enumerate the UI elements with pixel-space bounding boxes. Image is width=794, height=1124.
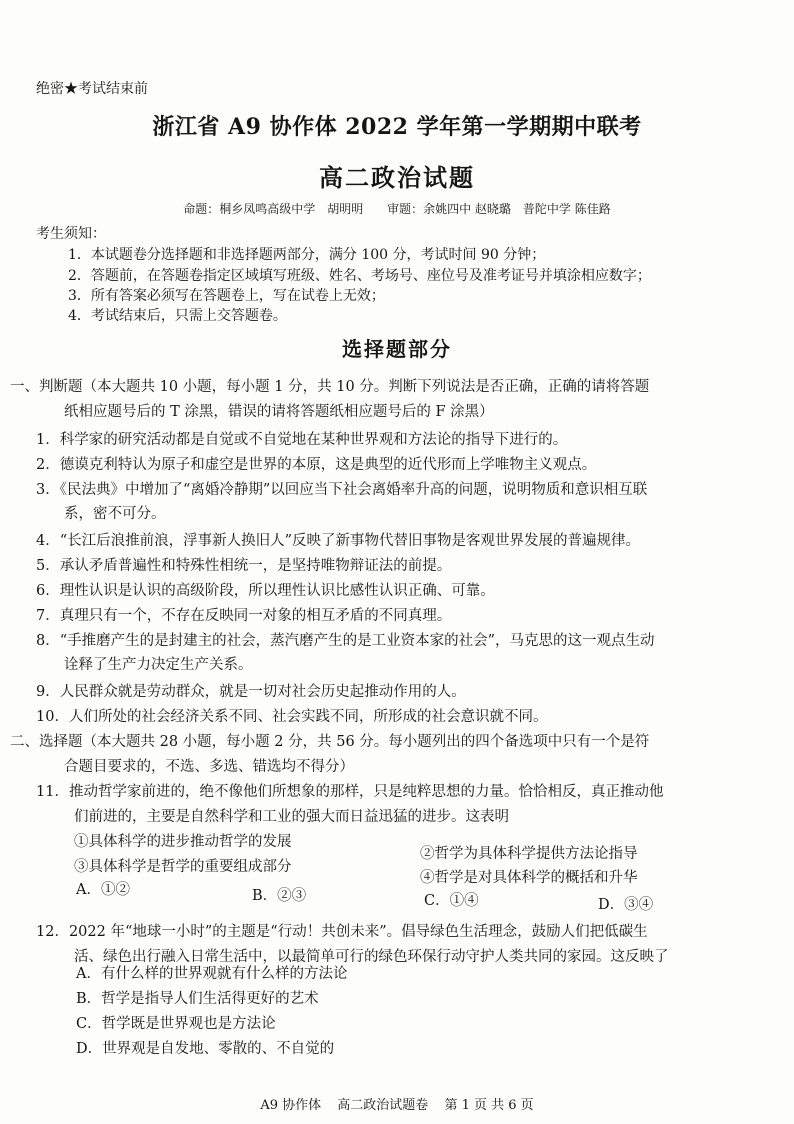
- question-12: 12．2022 年“地球一小时”的主题是“行动！共创未来”。倡导绿色生活理念，鼓励人们把低碳生: [36, 924, 648, 940]
- option-d: D．世界观是自发地、零散的、不自觉的: [76, 1041, 335, 1057]
- question-4: 4．“长江后浪推前浪，浮事新人换旧人”反映了新事物代替旧事物是客观世界发展的普遍规律。: [36, 533, 641, 549]
- option-c: C．①④: [424, 893, 479, 909]
- confidential-label: 绝密★考试结束前: [36, 81, 148, 97]
- notice-item: 4．考试结束后，只需上交答题卷。: [68, 308, 287, 324]
- part1-heading-cont: 纸相应题号后的 T 涂黑，错误的请将答题纸相应题号后的 F 涂黑）: [64, 404, 494, 420]
- section-title: 选择题部分: [342, 337, 452, 361]
- part2-heading: 二、选择题（本大题共 28 小题，每小题 2 分，共 56 分。每小题列出的四个备选项中只有一个是符: [10, 734, 650, 750]
- proposer: 命题：桐乡凤鸣高级中学 胡明明: [183, 202, 364, 216]
- question-5: 5．承认矛盾普遍性和特殊性相统一，是坚持唯物辩证法的前提。: [36, 558, 452, 574]
- option-b: B．哲学是指导人们生活得更好的艺术: [76, 991, 319, 1007]
- question-3-cont: 系，密不可分。: [64, 506, 166, 522]
- part1-heading: 一、判断题（本大题共 10 小题，每小题 1 分，共 10 分。判断下列说法是否正确，正确的请将答题: [10, 379, 650, 395]
- notice-item: 1．本试题卷分选择题和非选择题两部分，满分 100 分，考试时间 90 分钟；: [68, 247, 546, 263]
- question-12-cont: 活、绿色出行融入日常生活中，以最简单可行的绿色环保行动守护人类共同的家园。这反映了: [74, 949, 669, 965]
- option-d: D．③④: [598, 897, 654, 913]
- option-b: B．②③: [252, 888, 307, 904]
- question-3: 3．《民法典》中增加了“离婚冷静期”以回应当下社会离婚率升高的问题，说明物质和意识相互联: [36, 482, 648, 498]
- question-2: 2．德谟克利特认为原子和虚空是世界的本原，这是典型的近代形而上学唯物主义观点。: [36, 457, 597, 473]
- statement-1: ①具体科学的进步推动哲学的发展: [74, 834, 292, 850]
- subject-title: 高二政治试题: [319, 163, 475, 192]
- footer-doc: 高二政治试题卷: [337, 1098, 429, 1113]
- question-9: 9．人民群众就是劳动群众，就是一切对社会历史起推动作用的人。: [36, 684, 466, 700]
- page-number: 第 1 页 共 6 页: [444, 1098, 534, 1113]
- page-footer: [0, 1094, 794, 1113]
- option-c: C．哲学既是世界观也是方法论: [76, 1016, 276, 1032]
- question-11: 11．推动哲学家前进的，绝不像他们所想象的那样，只是纯粹思想的力量。恰恰相反，真正推动他: [36, 784, 664, 800]
- statement-2: ②哲学为具体科学提供方法论指导: [420, 846, 638, 862]
- question-1: 1．科学家的研究活动都是自觉或不自觉地在某种世界观和方法论的指导下进行的。: [36, 432, 568, 448]
- exam-title: 浙江省 A9 协作体 2022 学年第一学期期中联考: [152, 114, 642, 140]
- option-a: A．①②: [76, 882, 130, 898]
- question-11-cont: 们前进的，主要是自然科学和工业的强大而日益迅猛的进步。这表明: [74, 809, 509, 825]
- notice-heading: 考生须知：: [36, 226, 106, 242]
- question-7: 7．真理只有一个，不存在反映同一对象的相互矛盾的不同真理。: [36, 608, 452, 624]
- reviewers: 审题：余姚四中 赵晓璐 普陀中学 陈佳路: [387, 202, 611, 216]
- footer-org: A9 协作体: [260, 1098, 322, 1113]
- part2-heading-cont: 合题目要求的，不选、多选、错选均不得分）: [64, 759, 354, 775]
- question-10: 10．人们所处的社会经济关系不同、社会实践不同，所形成的社会意识就不同。: [36, 709, 548, 725]
- question-8: 8．“手推磨产生的是封建主的社会，蒸汽磨产生的是工业资本家的社会”，马克思的这一观点生动: [36, 633, 655, 649]
- question-6: 6．理性认识是认识的高级阶段，所以理性认识比感性认识正确、可靠。: [36, 583, 495, 599]
- statement-4: ④哲学是对具体科学的概括和升华: [420, 870, 638, 886]
- question-8-cont: 诠释了生产力决定生产关系。: [64, 657, 253, 673]
- notice-item: 3．所有答案必须写在答题卷上，写在试卷上无效；: [68, 288, 385, 304]
- notice-item: 2．答题前，在答题卷指定区域填写班级、姓名、考场号、座位号及准考证号并填涂相应数字；: [68, 268, 651, 284]
- statement-3: ③具体科学是哲学的重要组成部分: [74, 859, 292, 875]
- option-a: A．有什么样的世界观就有什么样的方法论: [76, 966, 348, 982]
- authors-line: [0, 200, 794, 217]
